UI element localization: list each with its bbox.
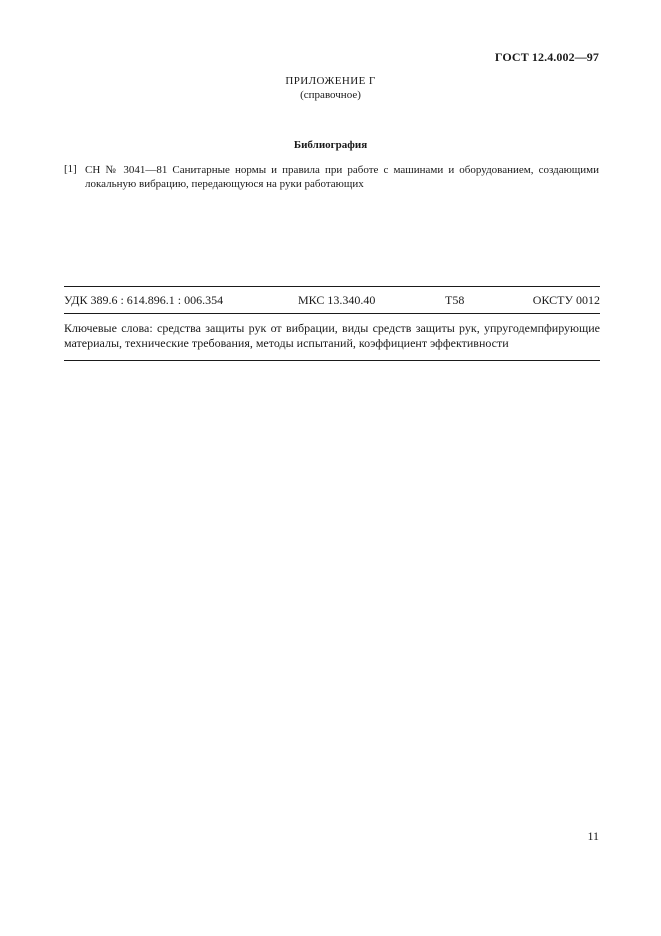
standard-code: ГОСТ 12.4.002—97 [494, 50, 599, 64]
middle-rule [64, 313, 600, 314]
top-rule [64, 286, 600, 287]
page-number: 11 [587, 829, 599, 843]
group-code: Т58 [445, 293, 465, 307]
bibliography-heading: Библиография [293, 139, 368, 151]
keywords-text: Ключевые слова: средства защиты рук от вибрации, виды средств защиты рук, упругодемпфирующие материалы, технические требования, методы испытаний, коэффициент эффективности [64, 321, 600, 350]
bibliography-item-number: [1] [64, 163, 77, 175]
bottom-rule [64, 360, 600, 361]
mks-code: МКС 13.340.40 [298, 293, 376, 307]
classification-row [64, 293, 600, 309]
appendix-subtitle: (справочное) [300, 89, 361, 101]
appendix-title: ПРИЛОЖЕНИЕ Г [285, 75, 376, 87]
okstu-code: ОКСТУ 0012 [532, 293, 600, 307]
udk-code: УДК 389.6 : 614.896.1 : 006.354 [64, 293, 224, 307]
bibliography-item-text: СН № 3041—81 Санитарные нормы и правила при работе с машинами и оборудованием, создающими локальную вибрацию, передающуюся на руки работающих [85, 164, 599, 190]
